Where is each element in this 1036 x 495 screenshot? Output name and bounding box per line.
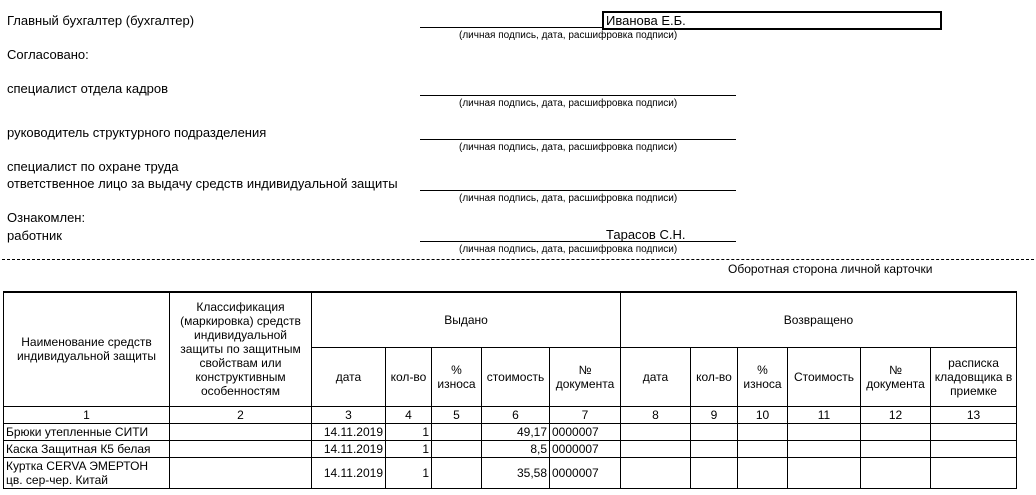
signature-line — [420, 95, 736, 96]
column-number: 8 — [621, 406, 691, 423]
column-number: 1 — [4, 406, 170, 423]
header-doc: № документа — [550, 347, 621, 406]
item-wear[interactable] — [432, 457, 482, 488]
table-row — [4, 423, 1017, 440]
item-doc[interactable]: 0000007 — [550, 457, 621, 488]
column-number: 5 — [432, 406, 482, 423]
item-classification[interactable] — [170, 423, 312, 440]
column-number: 13 — [931, 406, 1017, 423]
item-cost[interactable]: 8,5 — [482, 440, 550, 457]
column-number: 9 — [691, 406, 738, 423]
dept-head-label: руководитель структурного подразделения — [7, 125, 267, 140]
ppe-table — [3, 291, 1017, 489]
signature-line — [420, 190, 736, 191]
signature-line — [420, 139, 736, 140]
item-date[interactable]: 14.11.2019 — [312, 457, 386, 488]
return-qty[interactable] — [691, 423, 738, 440]
return-qty[interactable] — [691, 457, 738, 488]
header-issued: Выдано — [312, 292, 621, 347]
item-name[interactable]: Брюки утепленные СИТИ — [4, 423, 170, 440]
table-row — [4, 457, 1017, 488]
column-number: 4 — [386, 406, 432, 423]
return-wear[interactable] — [738, 423, 788, 440]
header-wear: % износа — [432, 347, 482, 406]
return-wear[interactable] — [738, 457, 788, 488]
return-date[interactable] — [621, 457, 691, 488]
signature-hint: (личная подпись, дата, расшифровка подписи) — [459, 244, 678, 255]
return-receipt[interactable] — [931, 423, 1017, 440]
item-name[interactable]: Куртка CERVA ЭМЕРТОН цв. сер-чер. Китай — [4, 457, 170, 488]
return-date[interactable] — [621, 423, 691, 440]
item-qty[interactable]: 1 — [386, 423, 432, 440]
column-number: 6 — [482, 406, 550, 423]
hr-specialist-label: специалист отдела кадров — [7, 81, 169, 96]
return-cost[interactable] — [788, 440, 861, 457]
item-name[interactable]: Каска Защитная К5 белая — [4, 440, 170, 457]
worker-name: Тарасов С.Н. — [606, 227, 686, 242]
table-row — [4, 440, 1017, 457]
item-classification[interactable] — [170, 440, 312, 457]
header-return-wear: % износа — [738, 347, 788, 406]
signature-line — [420, 241, 736, 242]
return-wear[interactable] — [738, 440, 788, 457]
header-cost: стоимость — [482, 347, 550, 406]
item-classification[interactable] — [170, 457, 312, 488]
header-date: дата — [312, 347, 386, 406]
header-qty: кол-во — [386, 347, 432, 406]
item-doc[interactable]: 0000007 — [550, 423, 621, 440]
header-name: Наименование средств индивидуальной защиты — [4, 292, 170, 406]
item-date[interactable]: 14.11.2019 — [312, 440, 386, 457]
chief-accountant-label: Главный бухгалтер (бухгалтер) — [7, 13, 195, 28]
signature-hint: (личная подпись, дата, расшифровка подписи) — [459, 193, 678, 204]
cut-line — [2, 259, 1034, 260]
signature-hint: (личная подпись, дата, расшифровка подписи) — [459, 98, 678, 109]
acquainted-label: Ознакомлен: — [7, 210, 86, 225]
signature-line — [420, 27, 602, 28]
item-qty[interactable]: 1 — [386, 457, 432, 488]
column-number: 12 — [861, 406, 931, 423]
header-return-doc: № документа — [861, 347, 931, 406]
return-receipt[interactable] — [931, 457, 1017, 488]
column-number: 3 — [312, 406, 386, 423]
header-return-qty: кол-во — [691, 347, 738, 406]
ppe-responsible-label: ответственное лицо за выдачу средств индивидуальной защиты — [7, 176, 398, 191]
header-return-cost: Стоимость — [788, 347, 861, 406]
return-doc[interactable] — [861, 440, 931, 457]
return-receipt[interactable] — [931, 440, 1017, 457]
signature-hint: (личная подпись, дата, расшифровка подписи) — [459, 142, 678, 153]
header-returned: Возвращено — [621, 292, 1017, 347]
reverse-side-label: Оборотная сторона личной карточки — [728, 262, 933, 276]
return-date[interactable] — [621, 440, 691, 457]
return-qty[interactable] — [691, 440, 738, 457]
column-number: 10 — [738, 406, 788, 423]
agreed-label: Согласовано: — [7, 47, 89, 62]
return-doc[interactable] — [861, 423, 931, 440]
return-cost[interactable] — [788, 457, 861, 488]
header-return-date: дата — [621, 347, 691, 406]
signature-hint: (личная подпись, дата, расшифровка подписи) — [459, 30, 678, 41]
safety-specialist-label: специалист по охране труда — [7, 159, 179, 174]
item-wear[interactable] — [432, 423, 482, 440]
column-number: 2 — [170, 406, 312, 423]
item-date[interactable]: 14.11.2019 — [312, 423, 386, 440]
header-classification: Классификация (маркировка) средств индивидуальной защиты по защитным свойствам или конструктивным особенностям — [170, 292, 312, 406]
return-doc[interactable] — [861, 457, 931, 488]
item-wear[interactable] — [432, 440, 482, 457]
column-number: 7 — [550, 406, 621, 423]
item-cost[interactable]: 35,58 — [482, 457, 550, 488]
header-receipt: расписка кладовщика в приемке — [931, 347, 1017, 406]
item-qty[interactable]: 1 — [386, 440, 432, 457]
return-cost[interactable] — [788, 423, 861, 440]
item-doc[interactable]: 0000007 — [550, 440, 621, 457]
item-cost[interactable]: 49,17 — [482, 423, 550, 440]
worker-label: работник — [7, 228, 62, 243]
chief-accountant-name-field[interactable]: Иванова Е.Б. — [602, 11, 942, 30]
column-number: 11 — [788, 406, 861, 423]
